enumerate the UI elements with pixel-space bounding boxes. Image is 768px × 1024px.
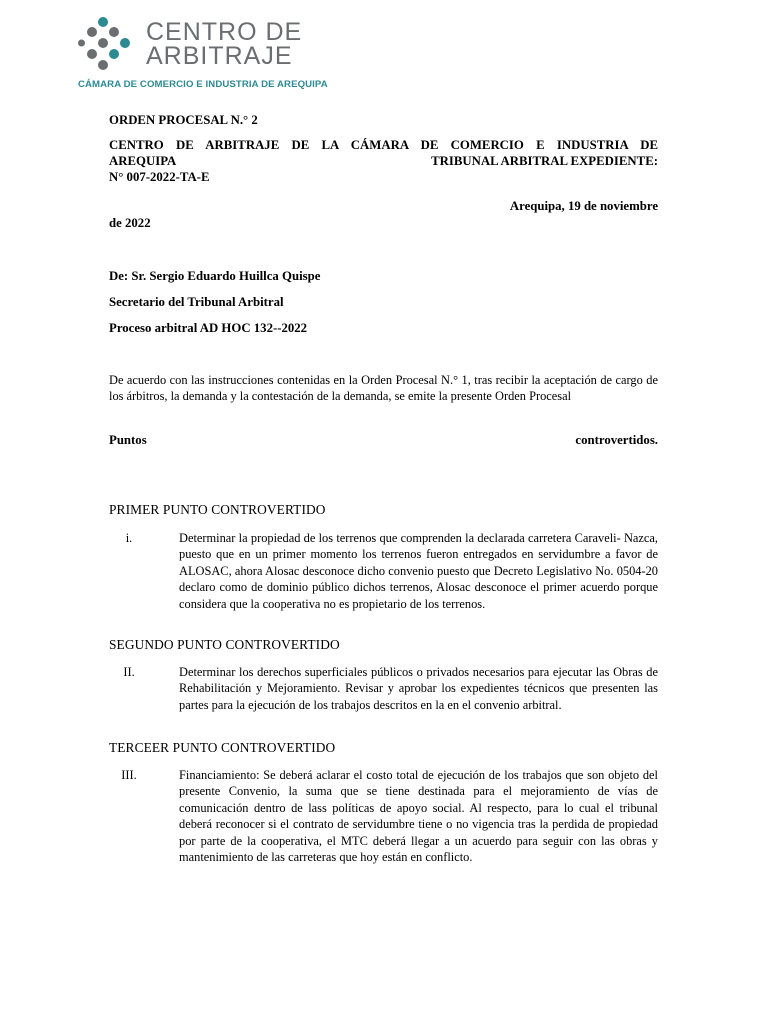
order-title: ORDEN PROCESAL N.° 2 xyxy=(109,113,258,127)
logo-title-line1: CENTRO DE xyxy=(146,18,303,46)
logo-title-line2: ARBITRAJE xyxy=(146,42,293,70)
item-text: Financiamiento: Se deberá aclarar el costo total de ejecución de los trabajos que son objeto del presente Convenio, la suma que se tiene destinada para el mejoramiento de vías de comunicación dentro de lass políticas de apoyo social. Al respecto, para lo cual el tribunal deberá reconocer si el contrato de servidumbre tiene o no vigencia tras la perdida de propiedad por parte de la cooperativa, el MTC deberá llegar a un acuerdo para seguir con las obras y mantenimiento de las carreteras que hoy están en conflicto. xyxy=(179,768,658,865)
logo xyxy=(78,16,348,92)
center-line-2-right: TRIBUNAL ARBITRAL EXPEDIENTE: xyxy=(431,154,658,168)
position-line: Secretario del Tribunal Arbitral xyxy=(109,295,284,309)
section-heading-3: TERCEER PUNTO CONTROVERTIDO xyxy=(109,740,336,755)
logo-title xyxy=(146,20,302,68)
from-line: De: Sr. Sergio Eduardo Huillca Quispe xyxy=(109,269,321,283)
center-line-1: CENTRO DE ARBITRAJE DE LA CÁMARA DE COMERCIO E INDUSTRIA DE xyxy=(109,138,658,152)
puntos-right: controvertidos. xyxy=(575,433,658,447)
center-line-2 xyxy=(109,153,658,169)
logo-subtitle: CÁMARA DE COMERCIO E INDUSTRIA DE AREQUIPA xyxy=(78,79,328,90)
expediente-number: N° 007-2022-TA-E xyxy=(109,170,210,184)
date-line-2: de 2022 xyxy=(109,216,151,230)
center-heading xyxy=(109,137,658,185)
logo-dots-icon xyxy=(78,16,142,78)
item-number: III. xyxy=(121,768,137,782)
puntos-left: Puntos xyxy=(109,433,147,447)
item-number: i. xyxy=(125,531,133,545)
item-text: Determinar la propiedad de los terrenos que comprenden la declarada carretera Caraveli- Nazca, puesto que en un primer momento los terrenos fueron entregados en servidumbre a favor de ALOSAC, ahora Alosac desconoce dicho convenio puesto que Decreto Legislativo No. 0504-20 declaro como de dominio público dichos terrenos, Alosac desconoce el primer acuerdo porque considera que la cooperativa no es propietario de los terrenos. xyxy=(179,531,658,611)
center-line-2-left: AREQUIPA xyxy=(109,154,177,168)
date-line-1: Arequipa, 19 de noviembre xyxy=(509,199,658,213)
process-line: Proceso arbitral AD HOC 132--2022 xyxy=(109,321,308,335)
section-heading-1: PRIMER PUNTO CONTROVERTIDO xyxy=(109,502,326,517)
item-number: II. xyxy=(123,665,135,679)
intro-paragraph: De acuerdo con las instrucciones contenidas en la Orden Procesal N.° 1, tras recibir la aceptación de cargo de los árbitros, la demanda y la contestación de la demanda, se emite la presente Orden Procesal xyxy=(109,373,658,404)
item-text: Determinar los derechos superficiales públicos o privados necesarios para ejecutar las Obras de Rehabilitación y Mejoramiento. Revisar y aprobar los expedientes técnicos que presenten las partes para la ejecución de los trabajos descritos en la en el convenio arbitral. xyxy=(179,665,658,712)
section-heading-2: SEGUNDO PUNTO CONTROVERTIDO xyxy=(109,637,340,652)
